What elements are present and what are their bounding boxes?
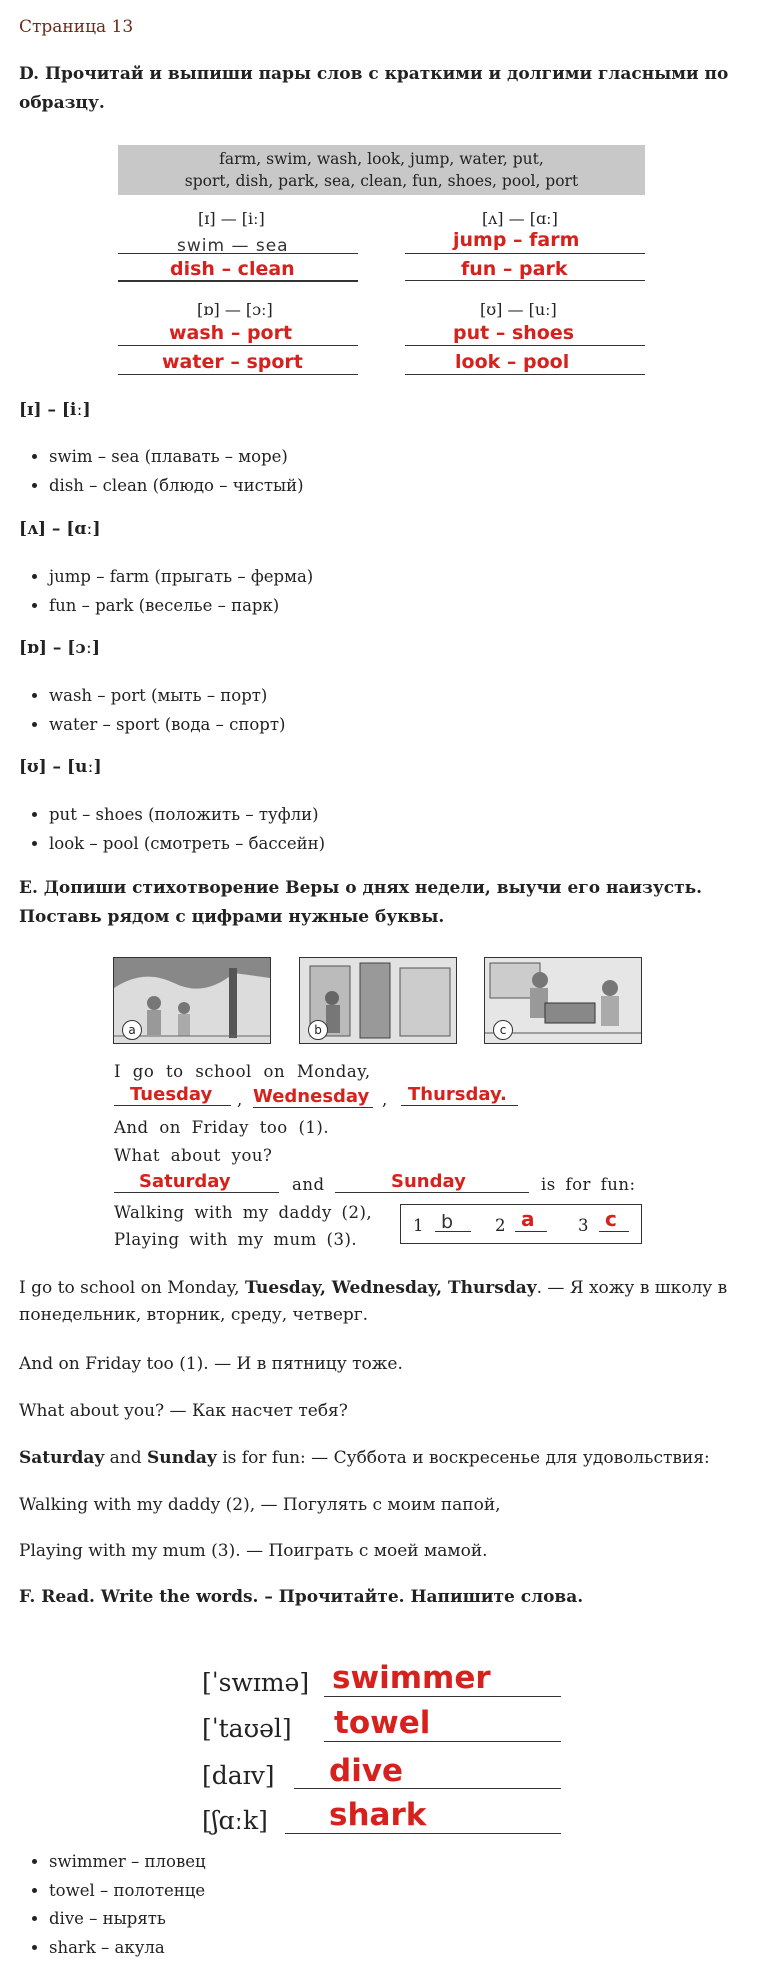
picture-label: a: [122, 1020, 142, 1040]
answer-underline: [118, 345, 358, 346]
ipa-pair-u: [ʊ] — [uː]: [480, 300, 557, 319]
match-letter: c: [605, 1207, 617, 1231]
comma: ,: [237, 1090, 243, 1109]
blank-thursday: Thursday.: [408, 1084, 507, 1105]
answer-underline: [405, 253, 645, 254]
section-f-answer-list: [19, 1848, 206, 1962]
poem-line-3: And on Friday too (1).: [114, 1118, 330, 1137]
phoneme-heading: [ɪ] – [iː]: [19, 400, 91, 420]
section-e-exercise-figure: [19, 950, 749, 1255]
word-box-line-1: farm, swim, wash, look, jump, water, put,: [219, 150, 544, 168]
text: is for fun: — Суббота и воскресенье для удовольствия:: [216, 1448, 710, 1468]
ipa-transcription: [ʃɑːk]: [202, 1806, 268, 1835]
picture-b: [299, 957, 457, 1044]
answer-wash-port: wash – port: [169, 322, 293, 344]
list-item: • fun – park (веселье – парк): [49, 592, 313, 621]
answer-word: shark: [329, 1797, 427, 1833]
section-e-title: E. Допиши стихотворение Веры о днях недели, выучи его наизусть. Поставь рядом с цифрами нужные буквы.: [19, 878, 703, 927]
list-item: • dish – clean (блюдо – чистый): [49, 472, 304, 501]
answer-look-pool: look – pool: [455, 351, 570, 373]
answer-underline: [285, 1833, 561, 1834]
bold-text: Saturday: [19, 1448, 105, 1468]
blank-sunday: Sunday: [391, 1171, 466, 1192]
comma: ,: [382, 1090, 388, 1109]
page-number: Страница 13: [19, 17, 134, 37]
match-number: 1: [413, 1216, 424, 1235]
answer-jump-farm: jump – farm: [453, 229, 580, 251]
ipa-transcription: [daɪv]: [202, 1761, 275, 1790]
answer-word: towel: [334, 1705, 431, 1741]
word-box-line-2: sport, dish, park, sea, clean, fun, shoes, pool, port: [184, 172, 579, 190]
list-item: • dive – нырять: [49, 1905, 206, 1934]
match-letter: b: [441, 1211, 454, 1233]
blank-wednesday: Wednesday: [253, 1086, 370, 1107]
poem-line-7: Playing with my mum (3).: [114, 1230, 358, 1249]
answer-list: [19, 563, 313, 620]
ipa-pair-i: [ɪ] — [iː]: [198, 209, 265, 228]
picture-c: [484, 957, 642, 1044]
bold-text: Tuesday, Wednesday, Thursday: [244, 1278, 537, 1298]
answer-underline: [515, 1231, 547, 1232]
answer-underline: [118, 280, 358, 282]
list-item: • towel – полотенце: [49, 1877, 206, 1906]
answer-underline: [401, 1105, 518, 1106]
translation-paragraph: What about you? — Как насчет тебя?: [19, 1401, 348, 1421]
match-letter: a: [521, 1207, 535, 1231]
matching-answer-box: [400, 1204, 642, 1244]
ipa-transcription: [ˈtaʊəl]: [202, 1714, 292, 1743]
phoneme-heading: [ɒ] – [ɔː]: [19, 638, 101, 658]
answer-put-shoes: put – shoes: [453, 322, 575, 344]
translation-paragraph: Playing with my mum (3). — Поиграть с моей мамой.: [19, 1541, 488, 1561]
poem-is-for-fun: is for fun:: [541, 1175, 636, 1194]
translation-paragraph: [19, 1275, 739, 1329]
translation-paragraph: Walking with my daddy (2), — Погулять с моим папой,: [19, 1495, 501, 1515]
answer-list: [19, 443, 304, 500]
section-f-exercise-figure: [19, 1630, 749, 1835]
answer-underline: [405, 374, 645, 375]
ipa-pair-wedge: [ʌ] — [ɑː]: [482, 209, 558, 228]
ipa-transcription: [ˈswɪmə]: [202, 1668, 310, 1697]
list-item: • water – sport (вода – спорт): [49, 711, 285, 740]
phoneme-heading: [ʊ] – [uː]: [19, 757, 102, 777]
translation-paragraph: [19, 1445, 739, 1472]
blank-saturday: Saturday: [139, 1171, 231, 1192]
list-item: • swim – sea (плавать – море): [49, 443, 304, 472]
section-d-exercise-figure: [19, 140, 749, 380]
ipa-pair-o: [ɒ] — [ɔː]: [197, 300, 273, 319]
answer-underline: [435, 1231, 471, 1232]
answer-fun-park: fun – park: [461, 258, 568, 280]
text: . — Я хожу в школу в понедельник, вторник, среду, четверг.: [19, 1278, 728, 1325]
answer-underline: [114, 1192, 279, 1193]
match-number: 3: [578, 1216, 589, 1235]
answer-word: swimmer: [332, 1660, 491, 1696]
list-item: • jump – farm (прыгать – ферма): [49, 563, 313, 592]
bold-text: Sunday: [147, 1448, 217, 1468]
answer-water-sport: water – sport: [162, 351, 303, 373]
list-item: • put – shoes (положить – туфли): [49, 801, 325, 830]
answer-dish-clean: dish – clean: [170, 258, 295, 280]
blank-tuesday: Tuesday: [130, 1084, 213, 1105]
answer-underline: [405, 345, 645, 346]
answer-underline: [324, 1696, 561, 1697]
phoneme-heading: [ʌ] – [ɑː]: [19, 519, 101, 539]
picture-a: [113, 957, 271, 1044]
answer-underline: [118, 253, 358, 254]
section-d-title: D. Прочитай и выпиши пары слов с краткими и долгими гласными по образцу.: [19, 64, 729, 113]
poem-line-1: I go to school on Monday,: [114, 1062, 371, 1081]
picture-label: b: [308, 1020, 328, 1040]
answer-underline: [114, 1105, 231, 1106]
answer-list: [19, 801, 325, 858]
word-box: [118, 145, 645, 195]
answer-underline: [324, 1741, 561, 1742]
text: I go to school on Monday,: [19, 1278, 245, 1298]
answer-underline: [294, 1788, 561, 1789]
answer-underline: [599, 1231, 629, 1232]
poem-line-4: What about you?: [114, 1146, 273, 1165]
translation-paragraph: And on Friday too (1). — И в пятницу тоже.: [19, 1354, 403, 1374]
text: and: [104, 1448, 148, 1468]
poem-and: and: [292, 1175, 325, 1194]
answer-underline: [118, 374, 358, 375]
answer-list: [19, 682, 285, 739]
list-item: • shark – акула: [49, 1934, 206, 1963]
match-number: 2: [495, 1216, 506, 1235]
answer-word: dive: [329, 1753, 404, 1789]
answer-underline: [335, 1192, 529, 1193]
poem-line-6: Walking with my daddy (2),: [114, 1203, 373, 1222]
picture-label: c: [493, 1020, 513, 1040]
list-item: • swimmer – пловец: [49, 1848, 206, 1877]
section-f-title: F. Read. Write the words. – Прочитайте. Напишите слова.: [19, 1587, 584, 1607]
list-item: • wash – port (мыть – порт): [49, 682, 285, 711]
list-item: • look – pool (смотреть – бассейн): [49, 830, 325, 859]
example-line: swim — sea: [177, 236, 289, 256]
answer-underline: [253, 1107, 373, 1108]
answer-underline: [405, 280, 645, 281]
